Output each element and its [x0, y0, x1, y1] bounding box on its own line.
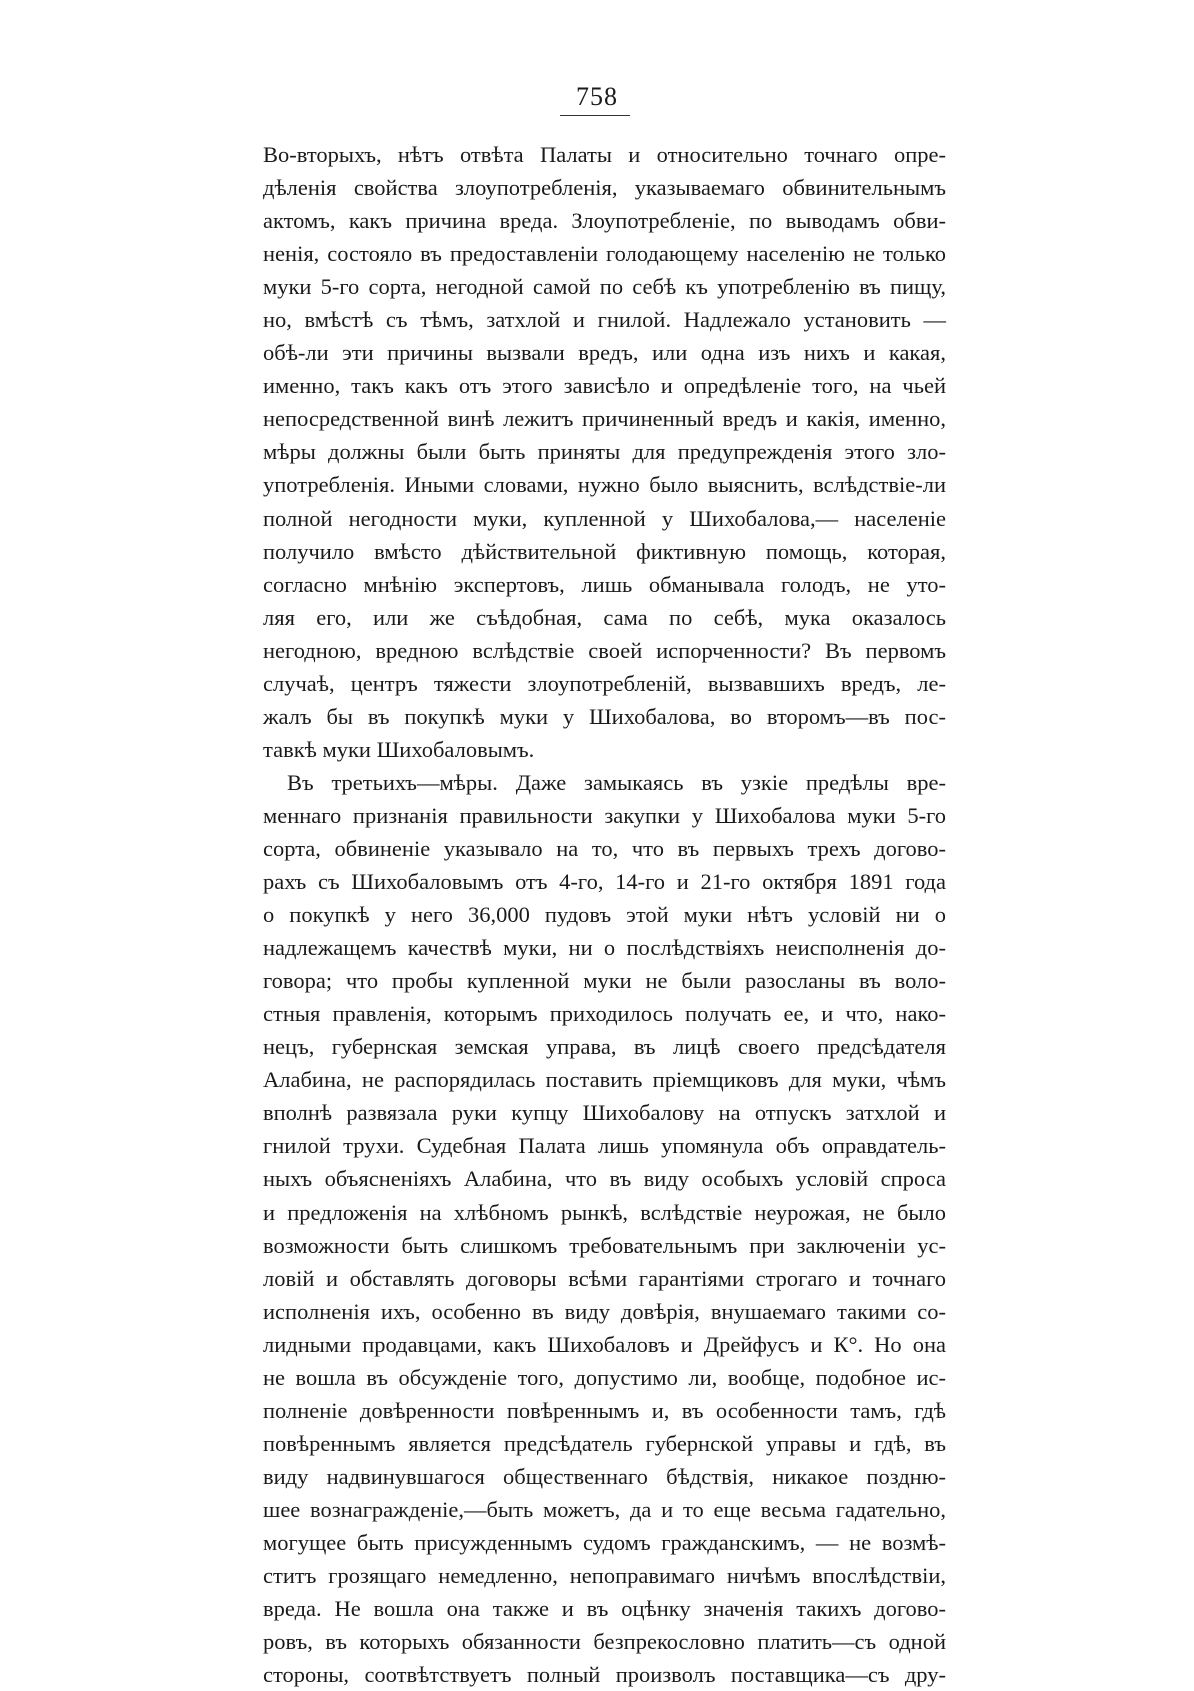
text-line: стороны, соотвѣтствуетъ полный произволъ поставщика—съ дру- — [263, 1662, 946, 1688]
text-line: случаѣ, центръ тяжести злоупотребленій, вызвавшихъ вредъ, ле- — [263, 670, 946, 696]
text-line: мѣры должны были быть приняты для предупрежденія этого зло- — [263, 439, 946, 465]
page-number: 758 — [576, 82, 618, 111]
text-line: нецъ, губернская земская управа, въ лицѣ своего предсѣдателя — [263, 1034, 946, 1060]
text-line: ненія, состояло въ предоставленіи голодающему населенію не только — [263, 241, 946, 267]
text-line: вреда. Не вошла она также и въ оцѣнку значенія такихъ догово- — [263, 1596, 946, 1622]
text-line: вполнѣ развязала руки купцу Шихобалову на отпускъ затхлой и — [263, 1100, 946, 1126]
text-line: жалъ бы въ покупкѣ муки у Шихобалова, во второмъ—въ пос- — [263, 703, 946, 729]
text-line: шее вознагражденіе,—быть можетъ, да и то еще весьма гадательно, — [263, 1496, 946, 1522]
text-line: гнилой трухи. Судебная Палата лишь упомянула объ оправдатель- — [263, 1133, 946, 1159]
text-line: Въ третьихъ—мѣры. Даже замыкаясь въ узкіе предѣлы вре- — [287, 769, 946, 795]
text-line: именно, такъ какъ отъ этого зависѣло и опредѣленіе того, на чьей — [263, 373, 946, 399]
text-line: дѣленія свойства злоупотребленія, указываемаго обвинительнымъ — [263, 175, 946, 201]
text-line: полненіе довѣренности повѣреннымъ и, въ особенности тамъ, гдѣ — [263, 1397, 946, 1423]
text-line: ныхъ объясненіяхъ Алабина, что въ виду особыхъ условій спроса — [263, 1166, 946, 1192]
text-line: Во-вторыхъ, нѣтъ отвѣта Палаты и относительно точнаго опре- — [263, 142, 946, 167]
text-line: повѣреннымъ является предсѣдатель губернской управы и гдѣ, въ — [263, 1430, 946, 1456]
text-line: надлежащемъ качествѣ муки, ни о послѣдствіяхъ неисполненія до- — [263, 935, 946, 961]
text-line: ститъ грозящаго немедленно, непоправимаго ничѣмъ впослѣдствіи, — [263, 1563, 946, 1589]
text-line: ловій и обставлять договоры всѣми гарантіями строгаго и точнаго — [263, 1265, 946, 1291]
text-line: не вошла въ обсужденіе того, допустимо ли, вообще, подобное ис- — [263, 1364, 946, 1390]
text-line: непосредственной винѣ лежитъ причиненный вредъ и какія, именно, — [263, 406, 946, 432]
text-line: обѣ-ли эти причины вызвали вредъ, или одна изъ нихъ и какая, — [263, 340, 946, 366]
text-line: исполненія ихъ, особенно въ виду довѣрія, внушаемаго такими со- — [263, 1298, 946, 1324]
page-number-rule — [560, 115, 630, 116]
text-line: полной негодности муки, купленной у Шихобалова,— населеніе — [263, 505, 946, 531]
text-line: рахъ съ Шихобаловымъ отъ 4-го, 14-го и 21-го октября 1891 года — [263, 869, 946, 895]
text-line: ляя его, или же съѣдобная, сама по себѣ, мука оказалось — [263, 604, 946, 630]
text-line: могущее быть присужденнымъ судомъ гражданскимъ, — не возмѣ- — [263, 1529, 946, 1555]
text-line: возможности быть слишкомъ требовательнымъ при заключеніи ус- — [263, 1232, 946, 1258]
text-line: негодною, вредною вслѣдствіе своей испорченности? Въ первомъ — [263, 637, 946, 663]
text-line: и предложенія на хлѣбномъ рынкѣ, вслѣдствіе неурожая, не было — [263, 1199, 946, 1225]
text-line: лидными продавцами, какъ Шихобаловъ и Дрейфусъ и К°. Но она — [263, 1331, 946, 1357]
text-line: но, вмѣстѣ съ тѣмъ, затхлой и гнилой. Надлежало установить — — [263, 307, 946, 333]
text-line: получило вмѣсто дѣйствительной фиктивную помощь, которая, — [263, 538, 946, 564]
text-line: актомъ, какъ причина вреда. Злоупотребленіе, по выводамъ обви- — [263, 208, 946, 234]
text-line: о покупкѣ у него 36,000 пудовъ этой муки нѣтъ условій ни о — [263, 902, 946, 928]
body-text — [263, 138, 946, 1691]
text-line: стныя правленія, которымъ приходилось получать ее, и что, нако- — [263, 1001, 946, 1027]
text-line: ровъ, въ которыхъ обязанности безпрекословно платить—съ одной — [263, 1629, 946, 1655]
text-line: виду надвинувшагося общественнаго бѣдствія, никакое поздню- — [263, 1463, 946, 1489]
text-line: меннаго признанія правильности закупки у Шихобалова муки 5-го — [263, 802, 946, 828]
text-line: Алабина, не распорядилась поставить пріемщиковъ для муки, чѣмъ — [263, 1067, 946, 1093]
text-line: тавкѣ муки Шихобаловымъ. — [263, 736, 535, 762]
text-line: муки 5-го сорта, негодной самой по себѣ къ употребленію въ пищу, — [263, 274, 946, 300]
text-line: говора; что пробы купленной муки не были разосланы въ воло- — [263, 968, 946, 994]
text-line: употребленія. Иными словами, нужно было выяснить, вслѣдствіе-ли — [263, 472, 946, 498]
text-line: согласно мнѣнію экспертовъ, лишь обманывала голодъ, не уто- — [263, 571, 946, 597]
text-line: сорта, обвиненіе указывало на то, что въ первыхъ трехъ догово- — [263, 835, 946, 861]
